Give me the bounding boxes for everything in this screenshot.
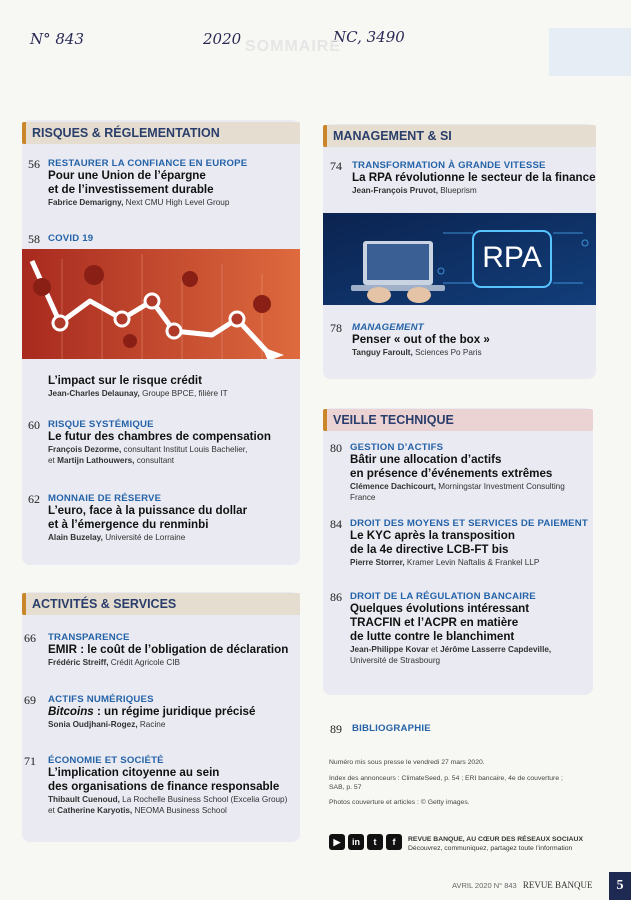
entry-affiliation: Université de Strasbourg <box>350 656 441 665</box>
toc-entry[interactable] <box>350 518 590 568</box>
footer-magazine: REVUE BANQUE <box>522 880 593 890</box>
page-number: 58 <box>28 232 40 246</box>
page-number-badge: 5 <box>609 872 631 900</box>
toc-entry[interactable] <box>352 160 596 196</box>
toc-entry[interactable] <box>48 419 296 466</box>
footer <box>452 880 593 890</box>
entry-title: L’impact sur le risque crédit <box>48 374 202 387</box>
page-number: 86 <box>330 590 342 604</box>
entry-category: RESTAURER LA CONFIANCE EN EUROPE <box>48 158 248 169</box>
entry-title: TRACFIN et l’ACPR en matière <box>350 616 519 629</box>
entry-category: MANAGEMENT <box>352 322 424 333</box>
entry-affiliation: Morningstar Investment Consulting France <box>350 482 565 502</box>
entry-affiliation: consultant Institut Louis Bachelier, <box>123 445 248 454</box>
entry-title: Quelques évolutions intéressant <box>350 602 530 615</box>
entry-category: DROIT DE LA RÉGULATION BANCAIRE <box>350 591 536 602</box>
page-number: 56 <box>28 157 40 171</box>
page-number: 62 <box>28 492 40 506</box>
toc-entry[interactable] <box>48 158 296 208</box>
facebook-icon[interactable]: f <box>386 834 402 850</box>
entry-author: Fabrice Demarigny, <box>48 198 124 207</box>
entry-title: Penser « out of the box » <box>352 333 490 346</box>
page-number: 84 <box>330 517 342 531</box>
toc-entry[interactable] <box>350 591 590 666</box>
page-number: 80 <box>330 441 342 455</box>
entry-author: Pierre Storrer, <box>350 558 405 567</box>
entry-author: Jean-Charles Delaunay, <box>48 389 140 398</box>
page-number: 71 <box>24 754 36 768</box>
entry-title: de la 4e directive LCB-FT bis <box>350 543 509 556</box>
notes-line: Numéro mis sous presse le vendredi 27 mars 2020. <box>329 759 485 766</box>
entry-author: Alain Buzelay, <box>48 533 103 542</box>
entry-title: Le KYC après la transposition <box>350 529 515 542</box>
footer-issue: AVRIL 2020 N° 843 <box>452 881 517 890</box>
entry-title: EMIR : le coût de l’obligation de déclaration <box>48 643 289 656</box>
entry-affiliation: Groupe BPCE, filière IT <box>142 389 228 398</box>
twitter-icon[interactable]: t <box>367 834 383 850</box>
rpa-image-text: RPA <box>482 241 542 274</box>
entry-affiliation: Next CMU High Level Group <box>125 198 230 207</box>
entry-title: Bâtir une allocation d’actifs <box>350 453 502 466</box>
social-title: REVUE BANQUE, AU CŒUR DES RÉSEAUX SOCIAUX <box>408 836 583 843</box>
entry-conjunction: et <box>48 806 55 815</box>
notes-line: Index des annonceurs : ClimateSeed, p. 54 ; ERI bancaire, 4e de couverture ; <box>329 775 563 782</box>
entry-author: Tanguy Faroult, <box>352 348 413 357</box>
section-heading-activites: ACTIVITÉS & SERVICES <box>22 593 300 615</box>
toc-entry[interactable] <box>48 694 298 730</box>
notes-line: Photos couverture et articles : © Getty images. <box>329 799 470 806</box>
notes-line: SAB, p. 57 <box>329 784 362 791</box>
social-icons <box>329 834 402 850</box>
entry-author: Sonia Oudjhani-Rogez, <box>48 720 138 729</box>
entry-title: Pour une Union de l’épargne <box>48 169 206 182</box>
entry-category: TRANSPARENCE <box>48 632 130 643</box>
entry-affiliation: Racine <box>139 720 166 729</box>
rpa-illustration <box>323 213 596 305</box>
entry-category: TRANSFORMATION À GRANDE VITESSE <box>352 160 546 171</box>
handwritten-issue-number: N° 843 <box>30 30 85 48</box>
entry-affiliation: Sciences Po Paris <box>415 348 482 357</box>
page-number: 69 <box>24 693 36 707</box>
entry-author: Jérôme Lasserre Capdeville, <box>440 645 552 654</box>
toc-entry[interactable] <box>48 632 298 668</box>
entry-author: François Dezorme, <box>48 445 122 454</box>
entry-title: et de l’investissement durable <box>48 183 214 196</box>
entry-category: RISQUE SYSTÉMIQUE <box>48 419 154 430</box>
entry-author: Jean-Philippe Kovar <box>350 645 429 654</box>
entry-category: ÉCONOMIE ET SOCIÉTÉ <box>48 755 164 766</box>
youtube-icon[interactable]: ▶ <box>329 834 345 850</box>
toc-entry[interactable] <box>48 755 298 816</box>
page-number: 60 <box>28 418 40 432</box>
entry-title: et à l’émergence du renminbi <box>48 518 209 531</box>
header-ghost-text: SOMMAIRE <box>245 38 341 55</box>
entry-category: ACTIFS NUMÉRIQUES <box>48 694 154 705</box>
entry-title: des organisations de finance responsable <box>48 780 280 793</box>
toc-entry[interactable] <box>352 322 596 358</box>
corner-graphic <box>549 28 631 76</box>
entry-affiliation: La Rochelle Business School (Excelia Group) <box>122 795 288 804</box>
toc-entry-category[interactable] <box>48 233 93 244</box>
covid-chart-illustration <box>22 249 300 359</box>
entry-author: Catherine Karyotis, <box>57 806 133 815</box>
entry-author: Clémence Dachicourt, <box>350 482 436 491</box>
entry-conjunction: et <box>48 456 55 465</box>
entry-affiliation: consultant <box>136 456 175 465</box>
entry-author: Martijn Lathouwers, <box>57 456 135 465</box>
entry-category: GESTION D’ACTIFS <box>350 442 444 453</box>
toc-entry[interactable] <box>48 374 296 399</box>
entry-title: de lutte contre le blanchiment <box>350 630 515 643</box>
entry-author: Jean-François Pruvot, <box>352 186 438 195</box>
page-number: 74 <box>330 159 342 173</box>
entry-author: Thibault Cuenoud, <box>48 795 120 804</box>
section-heading-veille: VEILLE TECHNIQUE <box>323 409 593 431</box>
entry-title: : un régime juridique précisé <box>93 705 256 718</box>
entry-title-italic: Bitcoins <box>48 705 94 718</box>
section-heading-risques: RISQUES & RÉGLEMENTATION <box>22 122 300 144</box>
entry-title: Le futur des chambres de compensation <box>48 430 271 443</box>
entry-affiliation: Kramer Levin Naftalis & Frankel LLP <box>406 558 540 567</box>
entry-affiliation: Université de Lorraine <box>105 533 186 542</box>
social-subtitle: Découvrez, communiquez, partagez toute l’information <box>408 845 573 852</box>
entry-conjunction: et <box>431 645 438 654</box>
linkedin-icon[interactable]: in <box>348 834 364 850</box>
toc-entry[interactable] <box>48 493 296 543</box>
handwritten-year: 2020 <box>203 30 242 48</box>
bibliographie-link[interactable]: BIBLIOGRAPHIE <box>352 723 431 734</box>
entry-category: DROIT DES MOYENS ET SERVICES DE PAIEMENT <box>350 518 588 529</box>
entry-author: Frédéric Streiff, <box>48 658 109 667</box>
entry-title: La RPA révolutionne le secteur de la finance <box>352 171 596 184</box>
print-notes <box>329 758 609 807</box>
entry-affiliation: NEOMA Business School <box>134 806 227 815</box>
entry-affiliation: Crédit Agricole CIB <box>110 658 180 667</box>
entry-category: MONNAIE DE RÉSERVE <box>48 493 162 504</box>
handwritten-reference: NC, 3490 <box>333 28 405 46</box>
page-number: 89 <box>330 722 342 736</box>
entry-title: L’euro, face à la puissance du dollar <box>48 504 248 517</box>
entry-category: COVID 19 <box>48 233 94 244</box>
entry-title: en présence d’événements extrêmes <box>350 467 553 480</box>
entry-affiliation: Blueprism <box>440 186 477 195</box>
toc-entry[interactable] <box>350 442 590 503</box>
section-heading-management: MANAGEMENT & SI <box>323 125 596 147</box>
entry-title: L’implication citoyenne au sein <box>48 766 220 779</box>
page-number: 78 <box>330 321 342 335</box>
page-number: 66 <box>24 631 36 645</box>
